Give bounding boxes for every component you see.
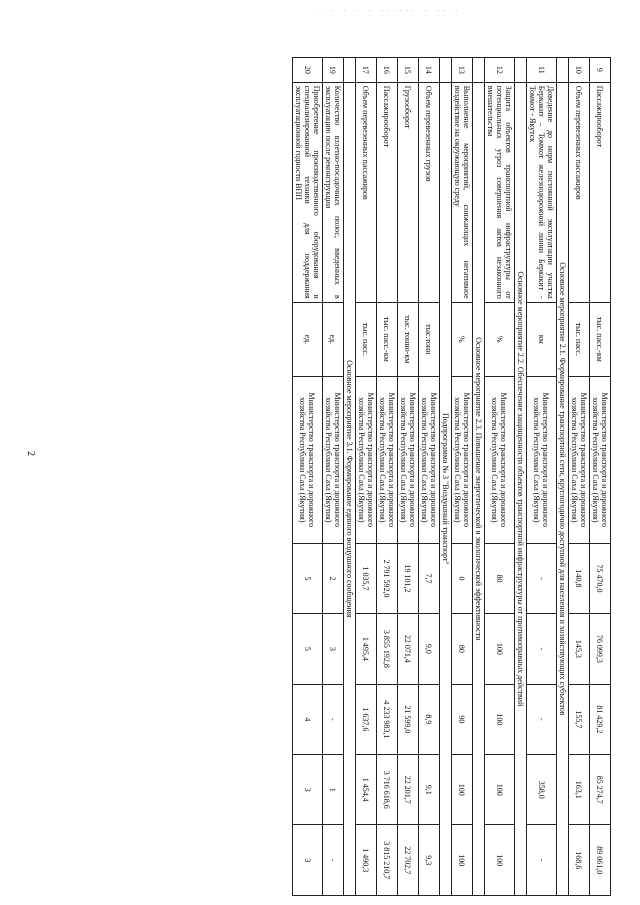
value-cell: 3 bbox=[323, 614, 344, 684]
value-cell: 100 bbox=[485, 684, 515, 754]
table-row bbox=[377, 58, 398, 896]
value-cell: 2 791 592,0 bbox=[377, 543, 398, 613]
section-title: Основное мероприятие 3.1. Формирование единого воздушного сообщения bbox=[344, 82, 356, 895]
value-cell: - bbox=[323, 825, 344, 896]
responsible-executor: Министерство транспорта и дорожного хозяйства Республики Саха (Якутия) bbox=[590, 376, 611, 543]
value-cell: 89 061,0 bbox=[590, 825, 611, 896]
value-cell: - bbox=[527, 543, 557, 613]
section-row bbox=[557, 58, 569, 896]
section-spacer bbox=[344, 58, 356, 83]
value-cell: 168,6 bbox=[569, 825, 590, 896]
value-cell: 9,3 bbox=[419, 825, 440, 896]
value-cell: 3 bbox=[293, 755, 323, 825]
value-cell: - bbox=[323, 684, 344, 754]
value-cell: 80 bbox=[452, 614, 473, 684]
rotated-table-container bbox=[61, 57, 611, 896]
value-cell: 100 bbox=[485, 614, 515, 684]
responsible-executor: Министерство транспорта и дорожного хозяйства Республики Саха (Якутия) bbox=[569, 376, 590, 543]
value-cell: 75 470,0 bbox=[590, 543, 611, 613]
indicator-name: Защита объектов транспортной инфраструктуры от потенциальных угроз совершения актов незаконного вмешательства bbox=[485, 82, 515, 302]
value-cell: 76 099,3 bbox=[590, 614, 611, 684]
value-cell: 85 274,7 bbox=[590, 755, 611, 825]
section-title: Основное мероприятие 2.3. Повышение энергетической и экологической эффективности bbox=[473, 82, 485, 895]
responsible-executor: Министерство транспорта и дорожного хозяйства Республики Саха (Якутия) bbox=[419, 376, 440, 543]
value-cell: 163,1 bbox=[569, 755, 590, 825]
section-spacer bbox=[515, 58, 527, 83]
value-cell: 80 bbox=[485, 543, 515, 613]
indicator-name: Объем перевезенных пассажиров bbox=[356, 82, 377, 302]
unit-of-measure: ед. bbox=[323, 302, 344, 376]
value-cell: 358,0 bbox=[527, 755, 557, 825]
scan-marks: - - - - - ------ - -- - bbox=[318, 8, 461, 16]
section-spacer bbox=[440, 58, 452, 83]
responsible-executor: Министерство транспорта и дорожного хозяйства Республики Саха (Якутия) bbox=[398, 376, 419, 543]
unit-of-measure: тыс.тонн bbox=[419, 302, 440, 376]
value-cell: 5 bbox=[293, 543, 323, 613]
value-cell: 0 bbox=[452, 543, 473, 613]
table-row bbox=[419, 58, 440, 896]
value-cell: 1 bbox=[323, 755, 344, 825]
row-number: 17 bbox=[356, 58, 377, 83]
value-cell: 3 815 210,7 bbox=[377, 825, 398, 896]
section-row bbox=[344, 58, 356, 896]
value-cell: 5 bbox=[293, 614, 323, 684]
indicator-name: Приобретение производственного оборудования и специализированной техники для поддержания эксплуатационной годности ВПП bbox=[293, 82, 323, 302]
indicator-name: Доведение до норм постоянной эксплуатации участка Беркакит – Томмот железнодорожной линии Беркакит - Томмот - Якутск bbox=[527, 82, 557, 302]
value-cell: 100 bbox=[452, 755, 473, 825]
value-cell: - bbox=[527, 614, 557, 684]
row-number: 10 bbox=[569, 58, 590, 83]
value-cell: 3 855 192,8 bbox=[377, 614, 398, 684]
row-number: 13 bbox=[452, 58, 473, 83]
value-cell: 8,9 bbox=[419, 684, 440, 754]
value-cell: 3 716 618,6 bbox=[377, 755, 398, 825]
indicator-name: Пассажирооборот bbox=[377, 82, 398, 302]
row-number: 16 bbox=[377, 58, 398, 83]
unit-of-measure: тыс. пасс.-км bbox=[377, 302, 398, 376]
unit-of-measure: ед. bbox=[293, 302, 323, 376]
value-cell: 4 233 983,1 bbox=[377, 684, 398, 754]
unit-of-measure: % bbox=[452, 302, 473, 376]
indicator-name: Объем перевезенных грузов bbox=[419, 82, 440, 302]
responsible-executor: Министерство транспорта и дорожного хозяйства Республики Саха (Якутия) bbox=[527, 376, 557, 543]
indicator-name: Грузооборот bbox=[398, 82, 419, 302]
section-title: Основное мероприятие 2.2. Обеспечение защищенности объектов транспортной инфраструктуры от противоправных действий bbox=[515, 82, 527, 895]
responsible-executor: Министерство транспорта и дорожного хозяйства Республики Саха (Якутия) bbox=[485, 376, 515, 543]
value-cell: 140,8 bbox=[569, 543, 590, 613]
unit-of-measure: тыс. пасс. bbox=[569, 302, 590, 376]
table-row bbox=[356, 58, 377, 896]
row-number: 20 bbox=[293, 58, 323, 83]
value-cell: 4 bbox=[293, 684, 323, 754]
row-number: 11 bbox=[527, 58, 557, 83]
unit-of-measure: % bbox=[485, 302, 515, 376]
unit-of-measure: тыс. пасс. bbox=[356, 302, 377, 376]
value-cell: 100 bbox=[452, 825, 473, 896]
indicator-name: Пассажирооборот bbox=[590, 82, 611, 302]
value-cell: 1 495,4 bbox=[356, 614, 377, 684]
row-number: 15 bbox=[398, 58, 419, 83]
value-cell: 90 bbox=[452, 684, 473, 754]
value-cell: - bbox=[527, 825, 557, 896]
indicators-table bbox=[292, 57, 611, 896]
table-row bbox=[590, 58, 611, 896]
table-row bbox=[527, 58, 557, 896]
section-row bbox=[440, 58, 452, 896]
value-cell: 100 bbox=[485, 755, 515, 825]
row-number: 9 bbox=[590, 58, 611, 83]
indicator-name: Количество взлетно-посадочных полос, введенных в эксплуатацию после реконструкции bbox=[323, 82, 344, 302]
value-cell: 2 bbox=[323, 543, 344, 613]
row-number: 12 bbox=[485, 58, 515, 83]
table-row bbox=[398, 58, 419, 896]
unit-of-measure: км bbox=[527, 302, 557, 376]
indicator-name: Выполнение мероприятий, снижающих негативное воздействие на окружающую среду bbox=[452, 82, 473, 302]
value-cell: 7,7 bbox=[419, 543, 440, 613]
value-cell: 1 454,4 bbox=[356, 755, 377, 825]
value-cell: 155,7 bbox=[569, 684, 590, 754]
value-cell: 9,0 bbox=[419, 614, 440, 684]
value-cell: 145,3 bbox=[569, 614, 590, 684]
value-cell: 9,1 bbox=[419, 755, 440, 825]
value-cell: 22 071,4 bbox=[398, 614, 419, 684]
value-cell: 22 702,7 bbox=[398, 825, 419, 896]
value-cell: 21 599,0 bbox=[398, 684, 419, 754]
section-spacer bbox=[557, 58, 569, 83]
value-cell: 1 490,3 bbox=[356, 825, 377, 896]
table-row bbox=[452, 58, 473, 896]
row-number: 14 bbox=[419, 58, 440, 83]
table-row bbox=[569, 58, 590, 896]
page-number: 2 bbox=[25, 451, 36, 456]
value-cell: 81 429,2 bbox=[590, 684, 611, 754]
table-row bbox=[293, 58, 323, 896]
value-cell: 1 035,7 bbox=[356, 543, 377, 613]
unit-of-measure: тыс. тонно-км bbox=[398, 302, 419, 376]
value-cell: - bbox=[527, 684, 557, 754]
value-cell: 100 bbox=[485, 825, 515, 896]
value-cell: 19 101,2 bbox=[398, 543, 419, 613]
value-cell: 3 bbox=[293, 825, 323, 896]
table-body bbox=[293, 58, 611, 896]
unit-of-measure: тыс. пасс.-км bbox=[590, 302, 611, 376]
section-title: Подпрограмма № 3 "Воздушный транспорт" bbox=[440, 82, 452, 895]
table-row bbox=[323, 58, 344, 896]
responsible-executor: Министерство транспорта и дорожного хозяйства Республики Саха (Якутия) bbox=[323, 376, 344, 543]
section-spacer bbox=[473, 58, 485, 83]
table-row bbox=[485, 58, 515, 896]
section-row bbox=[515, 58, 527, 896]
section-title: Основное мероприятие 2.1. Формирование транспортной сети, круглогодично доступной для населения и хозяйствующих субъектов bbox=[557, 82, 569, 895]
value-cell: 1 637,6 bbox=[356, 684, 377, 754]
value-cell: 22 201,7 bbox=[398, 755, 419, 825]
indicator-name: Объем перевезенных пассажиров bbox=[569, 82, 590, 302]
responsible-executor: Министерство транспорта и дорожного хозяйства Республики Саха (Якутия) bbox=[293, 376, 323, 543]
responsible-executor: Министерство транспорта и дорожного хозяйства Республики Саха (Якутия) bbox=[377, 376, 398, 543]
section-row bbox=[473, 58, 485, 896]
responsible-executor: Министерство транспорта и дорожного хозяйства Республики Саха (Якутия) bbox=[452, 376, 473, 543]
responsible-executor: Министерство транспорта и дорожного хозяйства Республики Саха (Якутия) bbox=[356, 376, 377, 543]
row-number: 19 bbox=[323, 58, 344, 83]
